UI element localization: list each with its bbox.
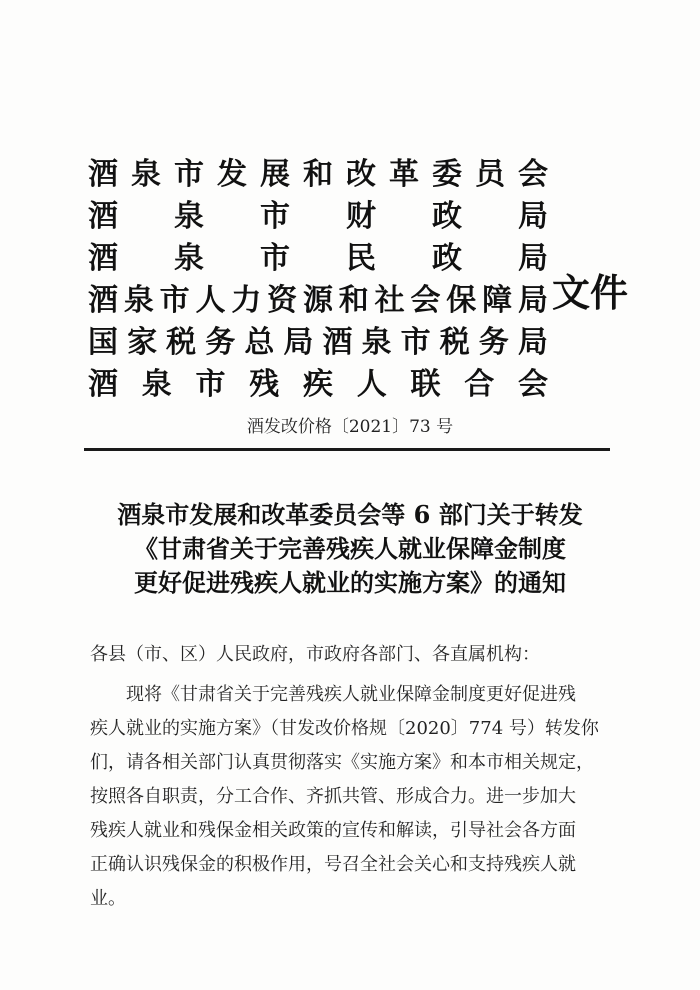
organization-char: 国 [88,325,118,360]
issuing-organizations [88,150,548,402]
organization-name [88,234,548,276]
organization-char: 障 [482,283,513,318]
organization-char: 和 [338,283,369,318]
organization-char: 务 [205,325,236,360]
organization-char: 局 [517,283,548,318]
organization-char: 酒 [88,199,118,234]
organization-char: 政 [432,241,462,276]
organization-char: 员 [475,157,505,192]
organization-name [88,318,548,360]
organization-char: 革 [389,157,419,192]
organization-char: 局 [518,199,548,234]
organization-char: 酒 [88,157,118,192]
organization-char: 市 [159,283,190,318]
organization-char: 会 [518,157,548,192]
organization-char: 合 [464,367,495,402]
organization-char: 资 [267,283,298,318]
organization-char: 局 [518,241,548,276]
organization-char: 务 [478,325,509,360]
organization-char: 改 [346,157,376,192]
paragraph-line: 疾人就业的实施方案》（甘发改价格规〔2020〕774 号）转发你 [90,718,599,739]
organization-char: 展 [260,157,290,192]
organization-char: 保 [446,283,477,318]
title-line: 更好促进残疾人就业的实施方案》的通知 [134,568,566,597]
organization-char: 和 [303,157,333,192]
paragraph-line: 按照各自职责，分工合作、齐抓共管、形成合力。进一步加大 [90,786,576,807]
organization-char: 源 [302,283,333,318]
organization-char: 泉 [174,241,204,276]
salutation: 各县（市、区）人民政府，市政府各部门、各直属机构： [90,644,540,665]
organization-char: 委 [432,157,462,192]
organization-char: 泉 [123,283,154,318]
organization-char: 局 [283,325,314,360]
organization-char: 酒 [88,241,118,276]
organization-char: 疾 [303,367,333,402]
organization-char: 人 [356,367,387,402]
paragraph-line: 们，请各相关部门认真贯彻落实《实施方案》和本市相关规定， [90,752,594,773]
organization-name [88,192,548,234]
organization-char: 政 [432,199,462,234]
organization-char: 税 [439,325,470,360]
organization-char: 市 [195,367,226,402]
organization-char: 总 [244,325,275,360]
organization-char: 会 [410,283,441,318]
document-number: 酒发改价格〔2021〕73 号 [246,417,454,437]
organization-name [88,276,548,318]
organization-char: 财 [346,199,376,234]
organization-char: 酒 [88,283,118,318]
organization-char: 会 [518,367,548,402]
paragraph-line: 残疾人就业和残保金相关政策的宣传和解读，引导社会各方面 [90,820,576,841]
organization-char: 泉 [174,199,204,234]
paragraph-line: 现将《甘肃省关于完善残疾人就业保障金制度更好促进残 [126,684,576,705]
organization-char: 泉 [361,325,392,360]
paragraph-line: 正确认识残保金的积极作用，号召全社会关心和支持残疾人就 [90,854,576,875]
organization-char: 家 [127,325,158,360]
title-line: 《甘肃省关于完善残疾人就业保障金制度 [134,534,566,563]
organization-char: 泉 [141,367,172,402]
organization-char: 市 [260,199,290,234]
organization-name [88,360,548,402]
organization-char: 民 [346,241,376,276]
organization-char: 局 [517,325,548,360]
organization-char: 残 [249,367,280,402]
organization-char: 市 [174,157,204,192]
paragraph-line: 业。 [90,888,126,909]
organization-name [88,150,548,192]
organization-char: 市 [400,325,431,360]
organization-char: 泉 [131,157,161,192]
organization-char: 联 [410,367,441,402]
document-type-label: 文件 [552,271,629,315]
body-paragraph [90,678,610,916]
title-line: 酒泉市发展和改革委员会等 6 部门关于转发 [117,500,583,529]
organization-char: 发 [217,157,247,192]
organization-char: 酒 [88,367,118,402]
header-divider [84,448,610,451]
organization-char: 人 [195,283,226,318]
organization-char: 市 [260,241,290,276]
organization-char: 税 [166,325,197,360]
organization-char: 酒 [322,325,353,360]
document-title [70,498,630,600]
organization-char: 社 [374,283,405,318]
organization-char: 力 [231,283,262,318]
